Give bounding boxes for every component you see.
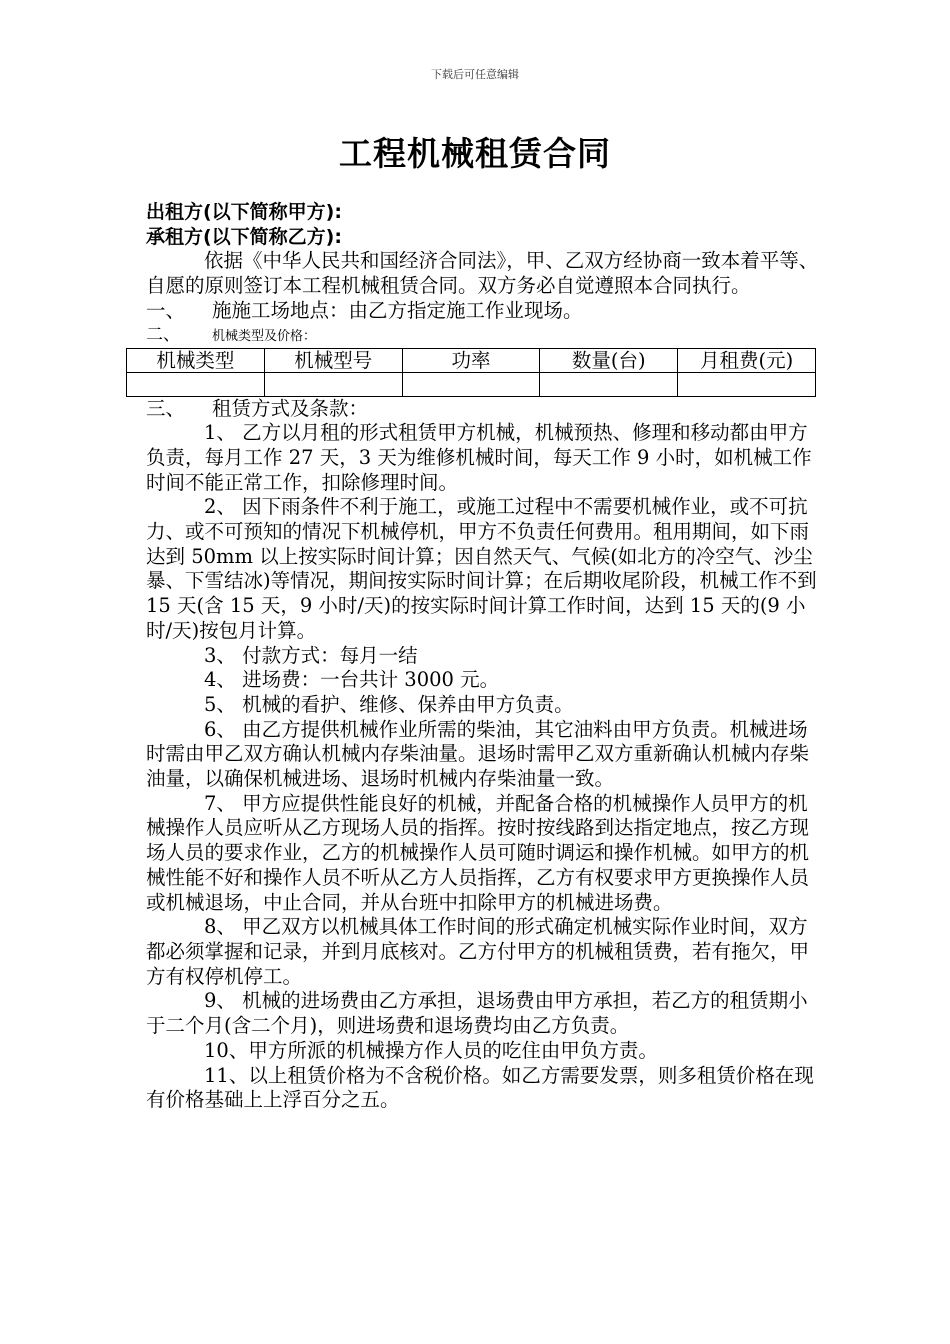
clause-1: 1、 乙方以月租的形式租赁甲方机械，机械预热、修理和移动都由甲方负责，每月工作 27 天，3 天为维修机械时间，每天工作 9 小时，如机械工作时间不能正常工作，扣除修理时间。 <box>146 421 812 494</box>
lessee-line: 承租方(以下简称乙方): <box>146 225 342 248</box>
clause-7: 7、 甲方应提供性能良好的机械，并配备合格的机械操作人员甲方的机械操作人员应听从乙方现场人员的指挥。按时按线路到达指定地点，按乙方现场人员的要求作业，乙方的机械操作人员可随时调运和操作机械。如甲方的机械性能不好和操作人员不听从乙方人员指挥，乙方有权要求甲方更换操作人员或机械退场，中止合同，并从台班中扣除甲方的机械进场费。 <box>146 791 810 914</box>
clause-3: 3、 付款方式：每月一结 <box>204 643 418 667</box>
table-cell <box>540 372 678 396</box>
clause-2: 2、 因下雨条件不利于施工，或施工过程中不需要机械作业，或不可抗力、或不可预知的情况下机械停机，甲方不负责任何费用。租用期间，如下雨达到 50mm 以上按实际时间计算；因自然天气、气候(如北方的冷空气、沙尘暴、下雪结冰)等情况，期间按实际时间计算；在后期收尾阶段，机械工作不到 15 天(含 15 天，9 小时/天)的按实际时间计算工作时间，达到 15 天的(9 小时/天)按包月计算。 <box>146 495 817 642</box>
section-1-text: 施施工场地点：由乙方指定施工作业现场。 <box>212 298 583 322</box>
table-header-cell: 机械型号 <box>264 348 402 372</box>
table-header-row <box>127 348 816 372</box>
table-cell <box>264 372 402 396</box>
machinery-table <box>126 348 816 397</box>
clause-10: 10、甲方所派的机械操方作人员的吃住由甲负方责。 <box>204 1038 658 1062</box>
section-3-number: 三、 <box>146 396 186 420</box>
clause-8: 8、 甲乙双方以机械具体工作时间的形式确定机械实际作业时间，双方都必须掌握和记录，并到月底核对。乙方付甲方的机械租赁费，若有拖欠，甲方有权停机停工。 <box>146 915 810 988</box>
header-note: 下载后可任意编辑 <box>431 68 519 81</box>
section-2-text: 机械类型及价格： <box>212 328 317 344</box>
clause-9: 9、 机械的进场费由乙方承担，退场费由甲方承担，若乙方的租赁期小于二个月(含二个月)，则进场费和退场费均由乙方负责。 <box>146 989 808 1038</box>
clause-4: 4、 进场费：一台共计 3000 元。 <box>204 668 500 692</box>
table-cell <box>127 372 265 396</box>
section-2 <box>146 324 821 348</box>
table-header-cell: 机械类型 <box>127 348 265 372</box>
table-row <box>127 372 816 396</box>
section-2-number: 二、 <box>146 324 180 345</box>
contract-body <box>146 200 821 1113</box>
intro-paragraph: 依据《中华人民共和国经济合同法》，甲、乙双方经协商一致本着平等、自愿的原则签订本工程机械租赁合同。双方务必自觉遵照本合同执行。 <box>146 249 819 298</box>
clause-6: 6、 由乙方提供机械作业所需的柴油，其它油料由甲方负责。机械进场时需由甲乙双方确认机械内存柴油量。退场时需甲乙双方重新确认机械内存柴油量，以确保机械进场、退场时机械内存柴油量一致。 <box>146 717 810 791</box>
clause-11: 11、以上租赁价格为不含税价格。如乙方需要发票，则多租赁价格在现有价格基础上上浮百分之五。 <box>146 1063 814 1112</box>
table-cell <box>678 372 816 396</box>
section-3-text: 租赁方式及条款： <box>212 396 369 420</box>
lessor-line: 出租方(以下简称甲方): <box>146 201 342 223</box>
document-title: 工程机械租赁合同 <box>339 134 611 173</box>
clause-5: 5、 机械的看护、维修、保养由甲方负责。 <box>204 692 574 716</box>
section-3 <box>146 397 821 422</box>
table-header-cell: 月租费(元) <box>678 348 816 372</box>
table-cell <box>402 372 540 396</box>
table-header-cell: 数量(台) <box>540 348 678 372</box>
section-1 <box>146 299 821 324</box>
section-1-number: 一、 <box>146 298 186 322</box>
table-header-cell: 功率 <box>402 348 540 372</box>
